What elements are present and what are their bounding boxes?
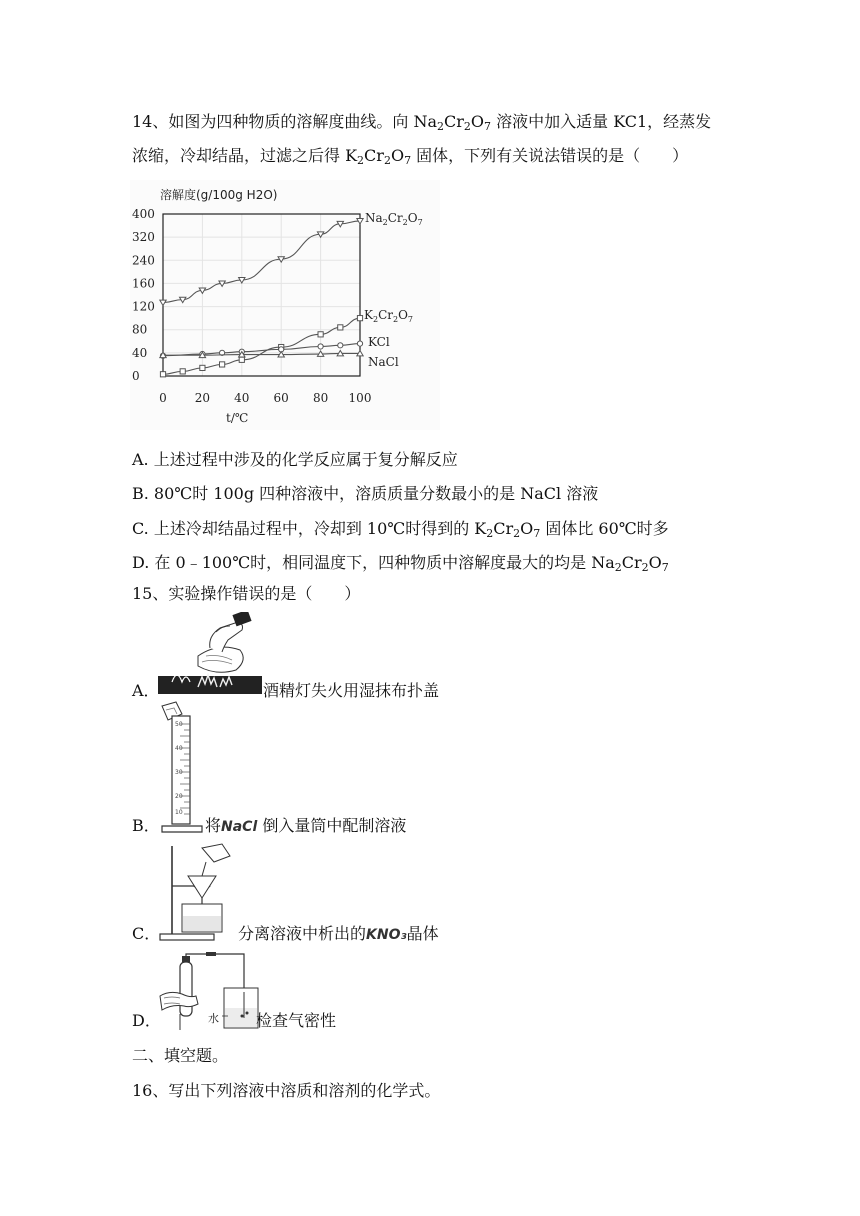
q15-option-a-letter: A． xyxy=(132,681,160,700)
q14-option-c: C. 上述冷却结晶过程中，冷却到 10℃时得到的 $K_2Cr_2O_7$ 固体比 60℃时多 xyxy=(132,519,669,540)
series-label-k2cr2o7: $K_2Cr_2O_7$ xyxy=(364,308,414,324)
filtration-apparatus-icon xyxy=(158,842,232,942)
data-point-k2cr2o7 xyxy=(338,325,343,330)
q15-option-c-letter: C． xyxy=(132,924,161,943)
solubility-chart-svg xyxy=(130,180,440,430)
q16-stem: 16、写出下列溶液中溶质和溶剂的化学式。 xyxy=(132,1081,441,1100)
svg-text:20: 20 xyxy=(175,793,183,800)
series-line-na2cr2o7 xyxy=(163,221,360,303)
series-label-na2cr2o7: $Na_2Cr_2O_7$ xyxy=(365,211,423,227)
y-tick-label: 80 xyxy=(132,322,148,337)
q15-figure-b xyxy=(158,700,204,834)
data-point-k2cr2o7 xyxy=(357,316,362,321)
graduated-cylinder-icon xyxy=(158,700,204,834)
airtightness-check-icon xyxy=(158,952,260,1032)
q15-option-c-text: 分离溶液中析出的KNO₃晶体 xyxy=(238,924,439,943)
y-tick-label: 0 xyxy=(132,369,140,383)
q15-option-b-text: 将NaCl 倒入量筒中配制溶液 xyxy=(205,816,407,835)
q15-option-a-text: 酒精灯失火用湿抹布扑盖 xyxy=(263,681,440,700)
data-point-kcl xyxy=(357,341,362,346)
x-tick-label: 40 xyxy=(234,391,250,405)
x-tick-label: 100 xyxy=(348,391,372,405)
water-label: 水 xyxy=(208,1012,219,1025)
data-point-k2cr2o7 xyxy=(220,362,225,367)
y-tick-label: 320 xyxy=(132,230,155,245)
data-point-kcl xyxy=(318,344,323,349)
x-tick-label: 0 xyxy=(159,391,167,405)
svg-text:30: 30 xyxy=(175,769,183,776)
q14-stem-line2: 浓缩，冷却结晶，过滤之后得 $K_2Cr_2O_7$ 固体，下列有关说法错误的是（ ） xyxy=(132,146,689,167)
y-tick-label: 120 xyxy=(132,299,155,314)
data-point-k2cr2o7 xyxy=(318,332,323,337)
q15-figure-d xyxy=(158,952,260,1032)
q15-stem: 15、实验操作错误的是（ ） xyxy=(132,584,361,603)
q15-figure-c xyxy=(158,842,232,942)
data-point-kcl xyxy=(338,343,343,348)
y-tick-label: 40 xyxy=(132,345,148,360)
data-point-k2cr2o7 xyxy=(200,365,205,370)
svg-text:50: 50 xyxy=(175,721,183,728)
x-tick-label: 60 xyxy=(273,391,289,405)
q15-option-b-letter: B． xyxy=(132,816,160,835)
chart-title: 溶解度(g/100g H2O) xyxy=(160,188,278,202)
data-point-k2cr2o7 xyxy=(160,372,165,377)
q14-stem-line1: 14、如图为四种物质的溶解度曲线。向 $Na_2Cr_2O_7$ 溶液中加入适量 KC1，经蒸发 xyxy=(132,112,712,133)
q14-option-d: D. 在 0﹣100℃时，相同温度下，四种物质中溶解度最大的均是 $Na_2Cr_2O_7$ xyxy=(132,553,669,574)
q15-figure-a xyxy=(158,612,262,698)
section-heading-fill-blank: 二、填空题。 xyxy=(132,1046,229,1065)
data-point-k2cr2o7 xyxy=(180,369,185,374)
x-tick-label: 20 xyxy=(194,391,211,405)
q15-option-d-letter: D． xyxy=(132,1011,161,1030)
x-tick-label: 80 xyxy=(312,391,329,405)
y-tick-label: 400 xyxy=(132,207,155,221)
chart-xlabel: t/℃ xyxy=(226,411,249,425)
y-tick-label: 240 xyxy=(132,253,155,268)
alcohol-lamp-fire-icon xyxy=(158,612,262,698)
series-label-nacl: NaCl xyxy=(368,355,399,369)
svg-text:40: 40 xyxy=(175,745,183,752)
q14-option-b: B. 80℃时 100g 四种溶液中，溶质质量分数最小的是 NaCl 溶液 xyxy=(132,484,599,503)
solubility-chart xyxy=(130,180,440,430)
svg-text:10: 10 xyxy=(175,809,183,816)
y-tick-label: 160 xyxy=(132,276,155,291)
q15-option-d-text: 检查气密性 xyxy=(256,1011,337,1030)
q14-option-a: A. 上述过程中涉及的化学反应属于复分解反应 xyxy=(132,450,458,469)
series-label-kcl: KCl xyxy=(368,335,390,349)
data-point-k2cr2o7 xyxy=(239,357,244,362)
